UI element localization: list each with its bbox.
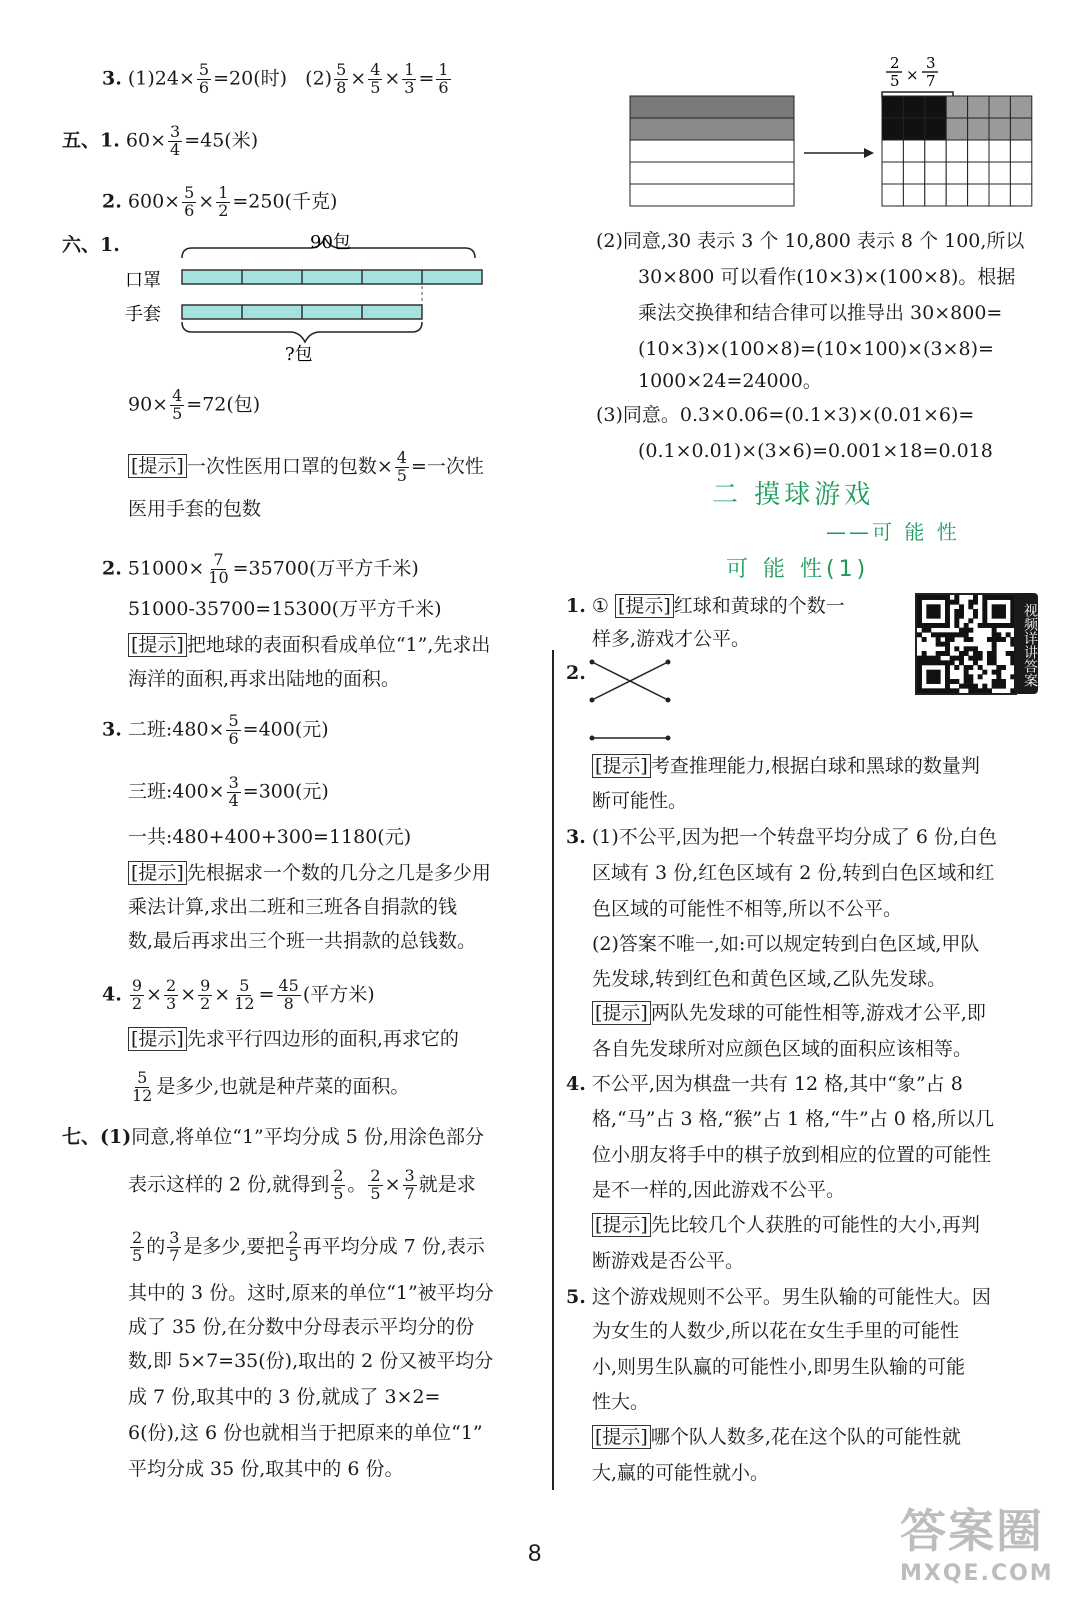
grid-cell: [1010, 162, 1031, 184]
r-5-4: 性大。: [592, 1391, 650, 1413]
grid-cell: [968, 162, 989, 184]
matching-lines: [586, 656, 676, 746]
grid-cell: [903, 184, 924, 206]
grid-cell: [882, 96, 903, 118]
l-s6-3-tip: [提示] 先根据求一个数的几分之几是多少用: [128, 864, 491, 883]
grid-cell: [968, 96, 989, 118]
r-p2-1: (2)同意,30 表示 3 个 10,800 表示 8 个 100,所以: [596, 230, 1025, 252]
r-3-3: 色区域的可能性不相等,所以不公平。: [592, 898, 903, 920]
l-s5-2: 2. 600× $\frac{5}{6}$ × $\frac{1}{2}$ =250(千克): [102, 183, 338, 220]
grid-cell: [925, 162, 946, 184]
l-s6-2b: 51000-35700=15300(万平方千米): [128, 598, 442, 620]
diag-bottom-label: ?包: [285, 344, 313, 365]
l-s7-6: 数,即 5×7=35(份),取出的 2 份又被平均分: [128, 1350, 494, 1372]
grid-cell: [925, 140, 946, 162]
l-s6-2-tip: [提示] 把地球的表面积看成单位“1”,先求出: [128, 636, 490, 655]
l-s7-9: 平均分成 35 份,取其中的 6 份。: [128, 1458, 404, 1480]
diag-row2-label: 手套: [125, 304, 161, 325]
grid-cell: [903, 96, 924, 118]
l-s6-4-tip2: $\frac{5}{12}$ 是多少,也就是种芹菜的面积。: [132, 1068, 410, 1105]
r-5-3: 小,则男生队赢的可能性小,即男生队输的可能: [592, 1356, 966, 1378]
l-s7-3: $\frac{2}{5}$ 的 $\frac{3}{7}$ 是多少,要把 $\frac{2}{5}$ 再平均分成 7 份,表示: [132, 1228, 485, 1265]
r-3-4: (2)答案不唯一,如:可以规定转到白色区域,甲队: [592, 933, 980, 955]
grid-cell: [882, 162, 903, 184]
r-3-tip2: 各自先发球所对应颜色区域的面积应该相等。: [592, 1038, 973, 1060]
grid-cell: [1010, 184, 1031, 206]
unit-subtitle: ——可 能 性: [826, 520, 960, 544]
grid-cell: [1010, 140, 1031, 162]
l-s6-3a: 3. 二班:480× $\frac{5}{6}$ =400(元): [102, 711, 329, 748]
r-3-tip: [提示] 两队先发球的可能性相等,游戏才公平,即: [592, 1004, 986, 1023]
r-p2-2: 30×800 可以看作(10×3)×(100×8)。根据: [638, 266, 1016, 288]
grid-cell: [925, 184, 946, 206]
strip-diagram: [120, 230, 500, 370]
grid-cell: [1010, 96, 1031, 118]
l-s6-3b: 三班:400× $\frac{3}{4}$ =300(元): [128, 773, 329, 810]
grid-cell: [946, 118, 967, 140]
fraction-grid: [882, 96, 1032, 206]
lesson-title: 可 能 性(1): [726, 557, 870, 582]
qr-label: 视频详讲答案: [1014, 593, 1038, 694]
grid-cell: [1010, 118, 1031, 140]
r-1b: 样多,游戏才公平。: [592, 628, 751, 650]
r-4-tip: [提示] 先比较几个人获胜的可能性的大小,再判: [592, 1216, 980, 1235]
r-3-1: 3. (1)不公平,因为把一个转盘平均分成了 6 份,白色: [566, 826, 998, 848]
r-p2-5: 1000×24=24000。: [638, 370, 822, 392]
l-s7-8: 6(份),这 6 份也就相当于把原来的单位“1”: [128, 1422, 483, 1444]
grid-cell: [903, 140, 924, 162]
diag-row1-label: 口罩: [125, 270, 161, 291]
fraction-figure: [628, 50, 1048, 220]
r-3-2: 区域有 3 份,红色区域有 2 份,转到白色区域和红: [592, 862, 995, 884]
r-p2-3: 乘法交换律和结合律可以推导出 30×800=: [638, 302, 1003, 324]
page-number: 8: [528, 1540, 542, 1567]
grid-cell: [925, 96, 946, 118]
grid-cell: [968, 118, 989, 140]
l-s6-3-tip3: 数,最后再求出三个班一共捐款的总钱数。: [128, 930, 477, 952]
l-s7-2: 表示这样的 2 份,就得到 $\frac{2}{5}$ 。 $\frac{2}{5}$ × $\frac{3}{7}$ 就是求: [128, 1166, 476, 1203]
r-2-num: 2.: [566, 662, 586, 684]
column-divider: [552, 650, 554, 1490]
l-s6-label: 六、1.: [62, 234, 120, 256]
r-4-2: 格,“马”占 3 格,“猴”占 1 格,“牛”占 0 格,所以几: [592, 1108, 994, 1130]
grid-cell: [903, 162, 924, 184]
grid-cell: [882, 184, 903, 206]
grid-cell: [946, 140, 967, 162]
r-5-2: 为女生的人数少,所以花在女生手里的可能性: [592, 1320, 960, 1342]
l-s6-1-tip2: 医用手套的包数: [128, 498, 262, 520]
grid-cell: [989, 140, 1010, 162]
watermark-logo: 答案圈: [900, 1504, 1044, 1558]
r-5-1: 5. 这个游戏规则不公平。男生队输的可能性大。因: [566, 1286, 991, 1308]
l-s6-3-tip2: 乘法计算,求出二班和三班各自捐款的钱: [128, 896, 458, 918]
r-p3-2: (0.1×0.01)×(3×6)=0.001×18=0.018: [638, 440, 993, 462]
grid-cell: [989, 162, 1010, 184]
r-4-1: 4. 不公平,因为棋盘一共有 12 格,其中“象”占 8: [566, 1073, 963, 1095]
l-q3: 3. (1)24× $\frac{5}{6}$ =20(时) (2) $\frac{5}{8}$ × $\frac{4}{5}$ × $\frac{1}{3}$ = $\frac{1}{6}$: [102, 60, 449, 97]
grid-cell: [946, 96, 967, 118]
r-4-tip2: 断游戏是否公平。: [592, 1250, 745, 1272]
l-s6-2: 2. 51000× $\frac{7}{10}$ =35700(万平方千米): [102, 550, 419, 587]
l-s6-3c: 一共:480+400+300=1180(元): [128, 826, 412, 848]
fig-label-f1-d: 5: [890, 72, 900, 90]
watermark: [900, 1495, 1054, 1586]
l-s7-1: 七、(1)同意,将单位“1”平均分成 5 份,用涂色部分: [62, 1126, 484, 1148]
unit-title: 二 摸球游戏: [712, 480, 875, 510]
grid-cell: [882, 118, 903, 140]
grid-cell: [882, 140, 903, 162]
r-4-4: 是不一样的,因此游戏不公平。: [592, 1179, 846, 1201]
qr-pattern: [917, 595, 1015, 693]
l-s6-2-tip2: 海洋的面积,再求出陆地的面积。: [128, 668, 401, 690]
l-s6-1-tip: [提示] 一次性医用口罩的包数× $\frac{4}{5}$ =一次性: [128, 450, 484, 485]
grid-cell: [946, 162, 967, 184]
grid-cell: [989, 118, 1010, 140]
r-p3-1: (3)同意。0.3×0.06=(0.1×3)×(0.01×6)=: [596, 404, 975, 426]
grid-cell: [989, 96, 1010, 118]
l-s6-1-eq: 90× $\frac{4}{5}$ =72(包): [128, 386, 261, 423]
r-1: 1. ① [提示] 红球和黄球的个数一: [566, 595, 845, 617]
diag-top-label: 90包: [310, 232, 351, 253]
fig-label-f1-n: 2: [890, 54, 900, 72]
r-4-3: 位小朋友将手中的棋子放到相应的位置的可能性: [592, 1144, 992, 1166]
r-5-tip: [提示] 哪个队人数多,花在这个队的可能性就: [592, 1428, 961, 1447]
l-s6-4-tip: [提示] 先求平行四边形的面积,再求它的: [128, 1030, 459, 1049]
l-s7-7: 成 7 份,取其中的 3 份,就成了 3×2=: [128, 1386, 441, 1408]
r-5-tip2: 大,赢的可能性就小。: [592, 1462, 770, 1484]
l-s6-4: 4. $\frac{9}{2}$ × $\frac{2}{3}$ × $\frac{9}{2}$ × $\frac{5}{12}$ = $\frac{45}{8}$ (平方米): [102, 976, 375, 1013]
fig-label-f2-d: 7: [926, 72, 936, 90]
l-s5-1: 五、1. 60× $\frac{3}{4}$ =45(米): [62, 122, 259, 159]
grid-cell: [989, 184, 1010, 206]
r-2-tip: [提示] 考查推理能力,根据白球和黑球的数量判: [592, 757, 980, 776]
fig-label-f2-n: 3: [926, 54, 936, 72]
r-3-5: 先发球,转到红色和黄色区域,乙队先发球。: [592, 968, 947, 990]
grid-cell: [968, 140, 989, 162]
watermark-url: MXQE.COM: [900, 1561, 1054, 1586]
r-p2-4: (10×3)×(100×8)=(10×100)×(3×8)=: [638, 338, 994, 360]
l-s7-5: 成了 35 份,在分数中分母表示平均分的份: [128, 1316, 475, 1338]
qr-code[interactable]: [915, 593, 1017, 695]
r-2-tip2: 断可能性。: [592, 790, 688, 812]
grid-cell: [946, 184, 967, 206]
svg-text:×: ×: [906, 66, 919, 84]
grid-cell: [968, 184, 989, 206]
l-s7-4: 其中的 3 份。这时,原来的单位“1”被平均分: [128, 1282, 494, 1304]
grid-cell: [903, 118, 924, 140]
grid-cell: [925, 118, 946, 140]
